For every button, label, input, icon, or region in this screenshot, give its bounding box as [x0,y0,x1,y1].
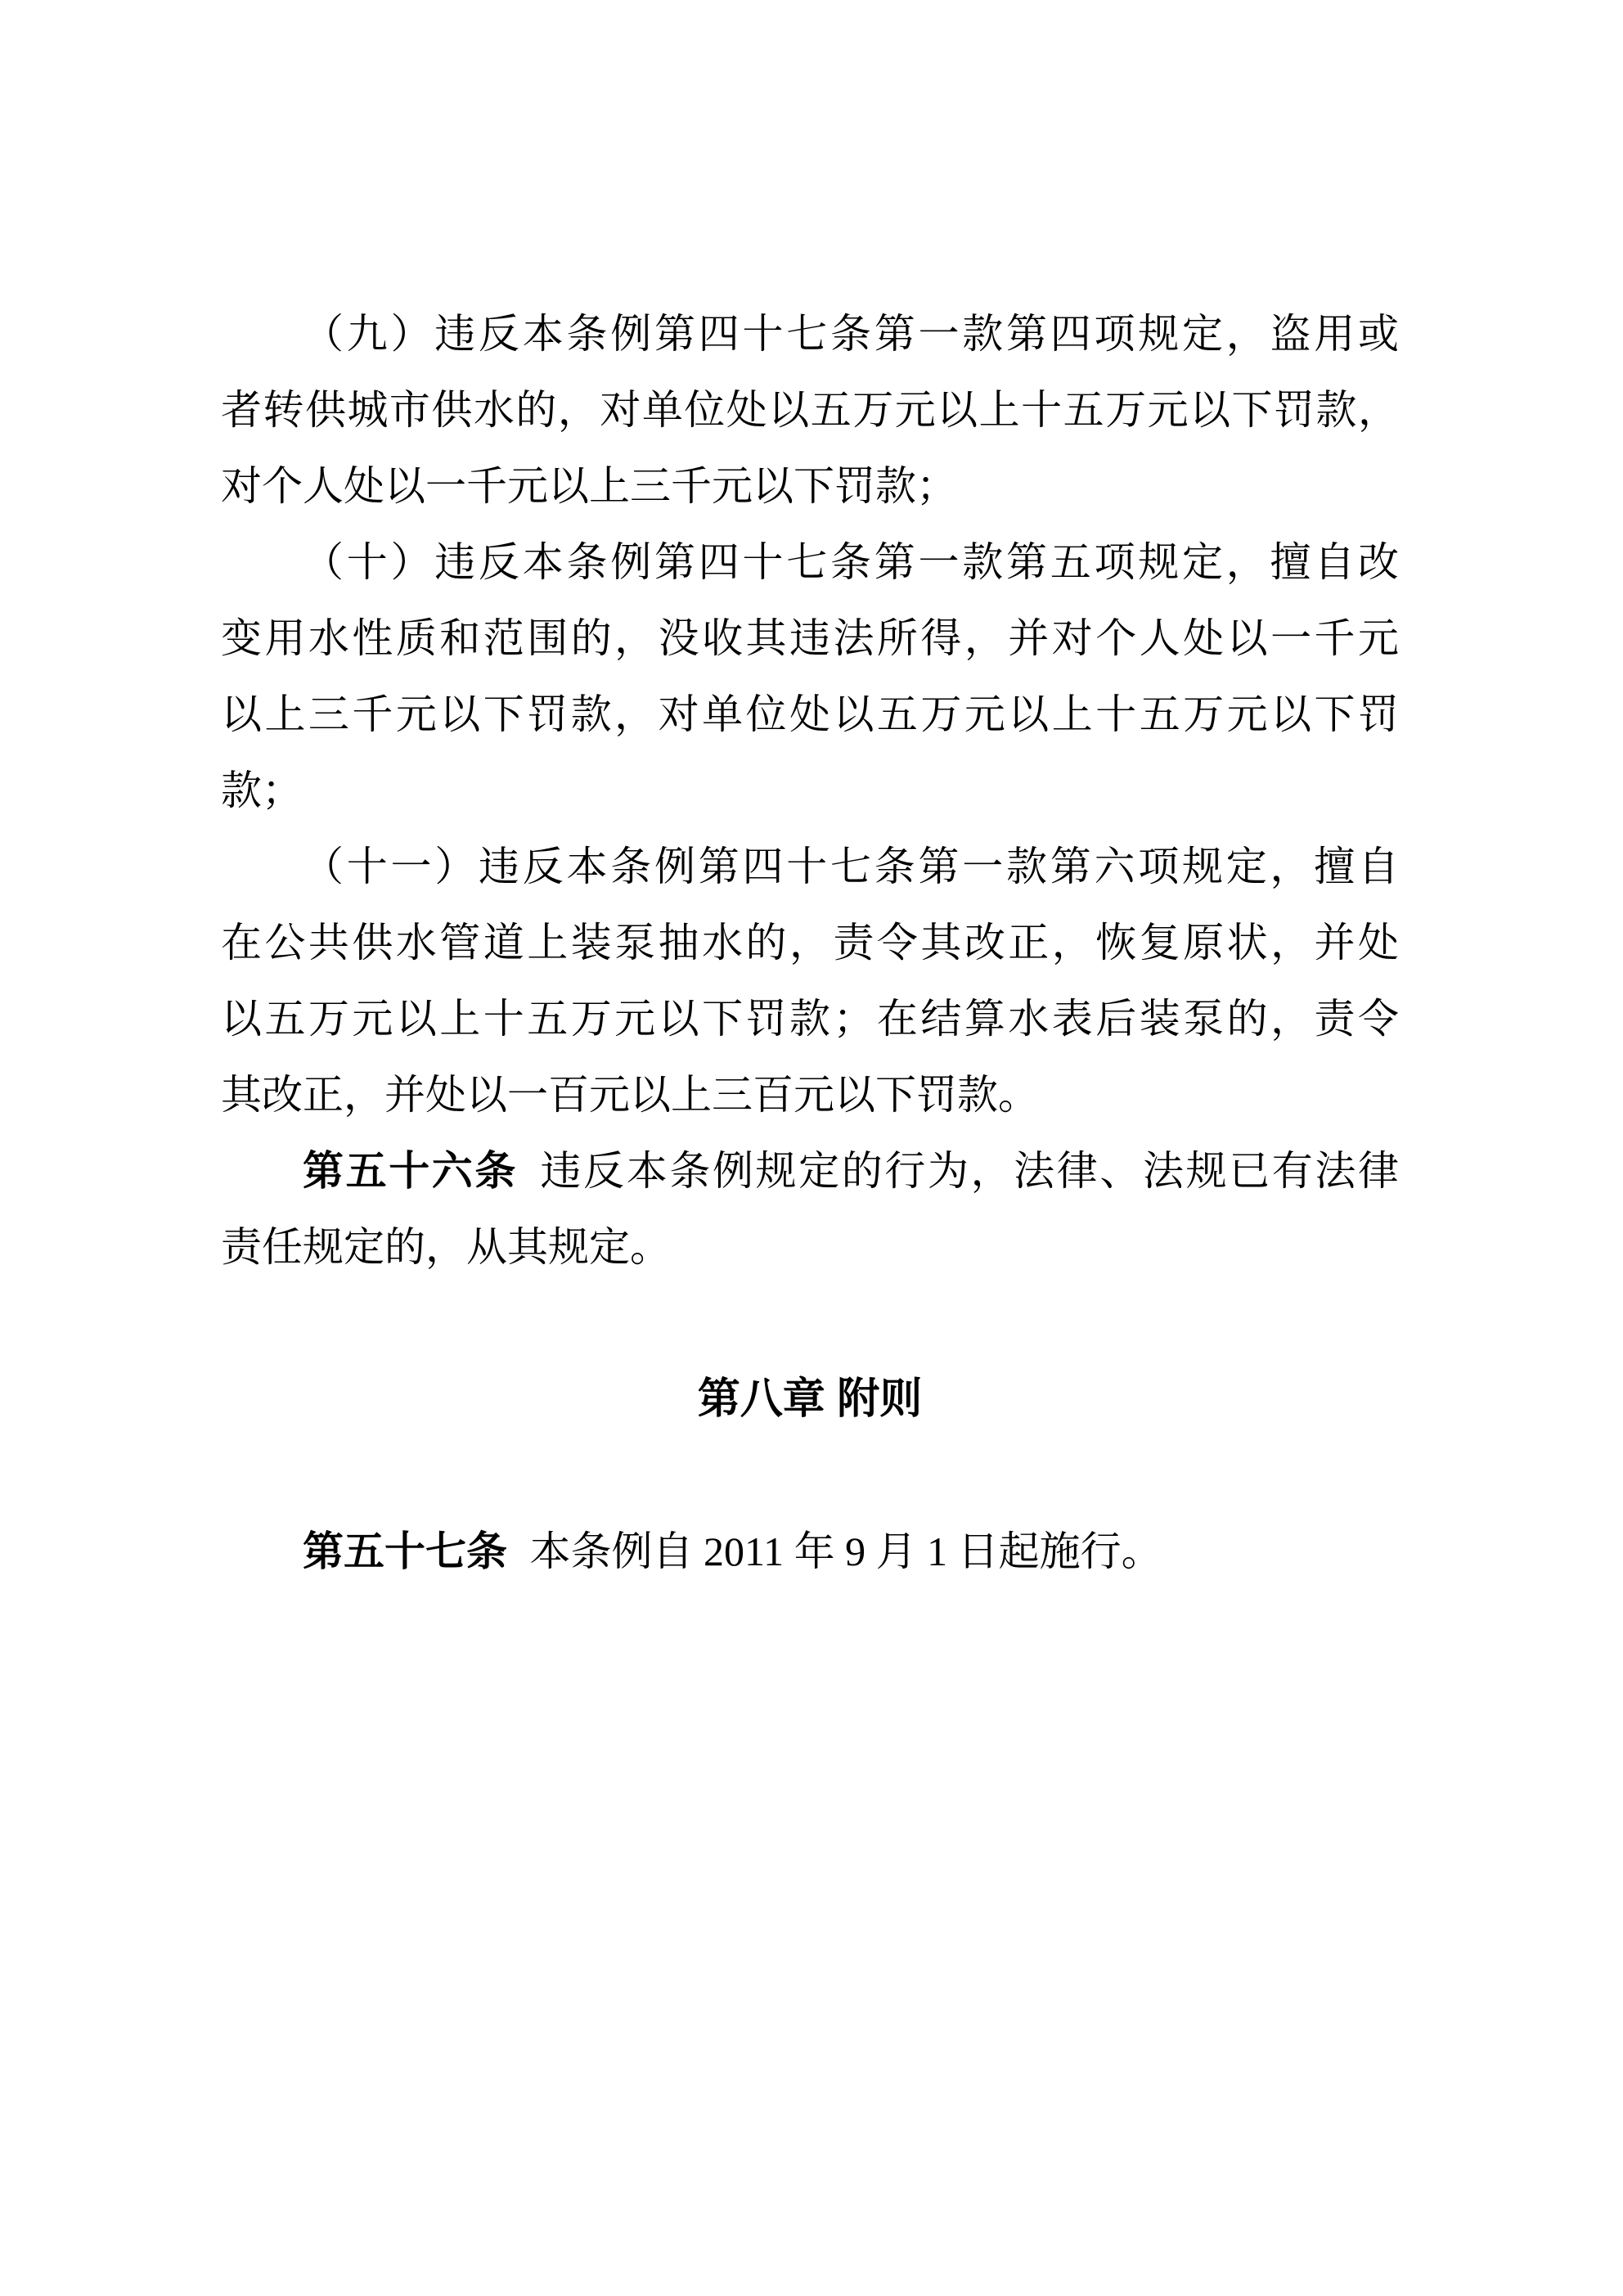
text-line [221,1133,1399,1209]
clause-9-paragraph [221,296,1399,524]
article-number: 第五十七条 [303,1528,507,1574]
text-line: 在公共供水管道上装泵抽水的，责令其改正，恢复原状，并处 [221,920,1399,966]
article-number: 第五十六条 [303,1148,519,1194]
text-line: 者转供城市供水的，对单位处以五万元以上十五万元以下罚款， [221,387,1399,433]
text-line [221,1514,1399,1590]
article-57-paragraph [221,1514,1399,1590]
document-body [221,296,1399,1590]
text-line: 以上三千元以下罚款，对单位处以五万元以上十五万元以下罚 [221,691,1399,737]
text-line: 以五万元以上十五万元以下罚款；在结算水表后装泵的，责令 [221,996,1399,1042]
text-line: 对个人处以一千元以上三千元以下罚款； [221,463,957,509]
clause-11-paragraph [221,829,1399,1133]
text-line: 变用水性质和范围的，没收其违法所得，并对个人处以一千元 [221,615,1399,661]
text-line: 其改正，并处以一百元以上三百元以下罚款。 [221,1072,1039,1118]
text-line: 款； [221,768,303,813]
chapter-heading: 第八章 附则 [697,1375,923,1423]
clause-10-paragraph [221,524,1399,829]
text-line: （十）违反本条例第四十七条第一款第五项规定，擅自改 [303,539,1399,585]
text-line: 责任规定的，从其规定。 [221,1224,671,1270]
article-56-paragraph [221,1133,1399,1285]
text-line: （九）违反本条例第四十七条第一款第四项规定，盗用或 [303,311,1399,357]
article-text: 违反本条例规定的行为，法律、法规已有法律 [540,1148,1400,1194]
text-line: （十一）违反本条例第四十七条第一款第六项规定，擅自 [303,844,1399,889]
article-text: 本条例自 2011 年 9 月 1 日起施行。 [529,1528,1162,1574]
